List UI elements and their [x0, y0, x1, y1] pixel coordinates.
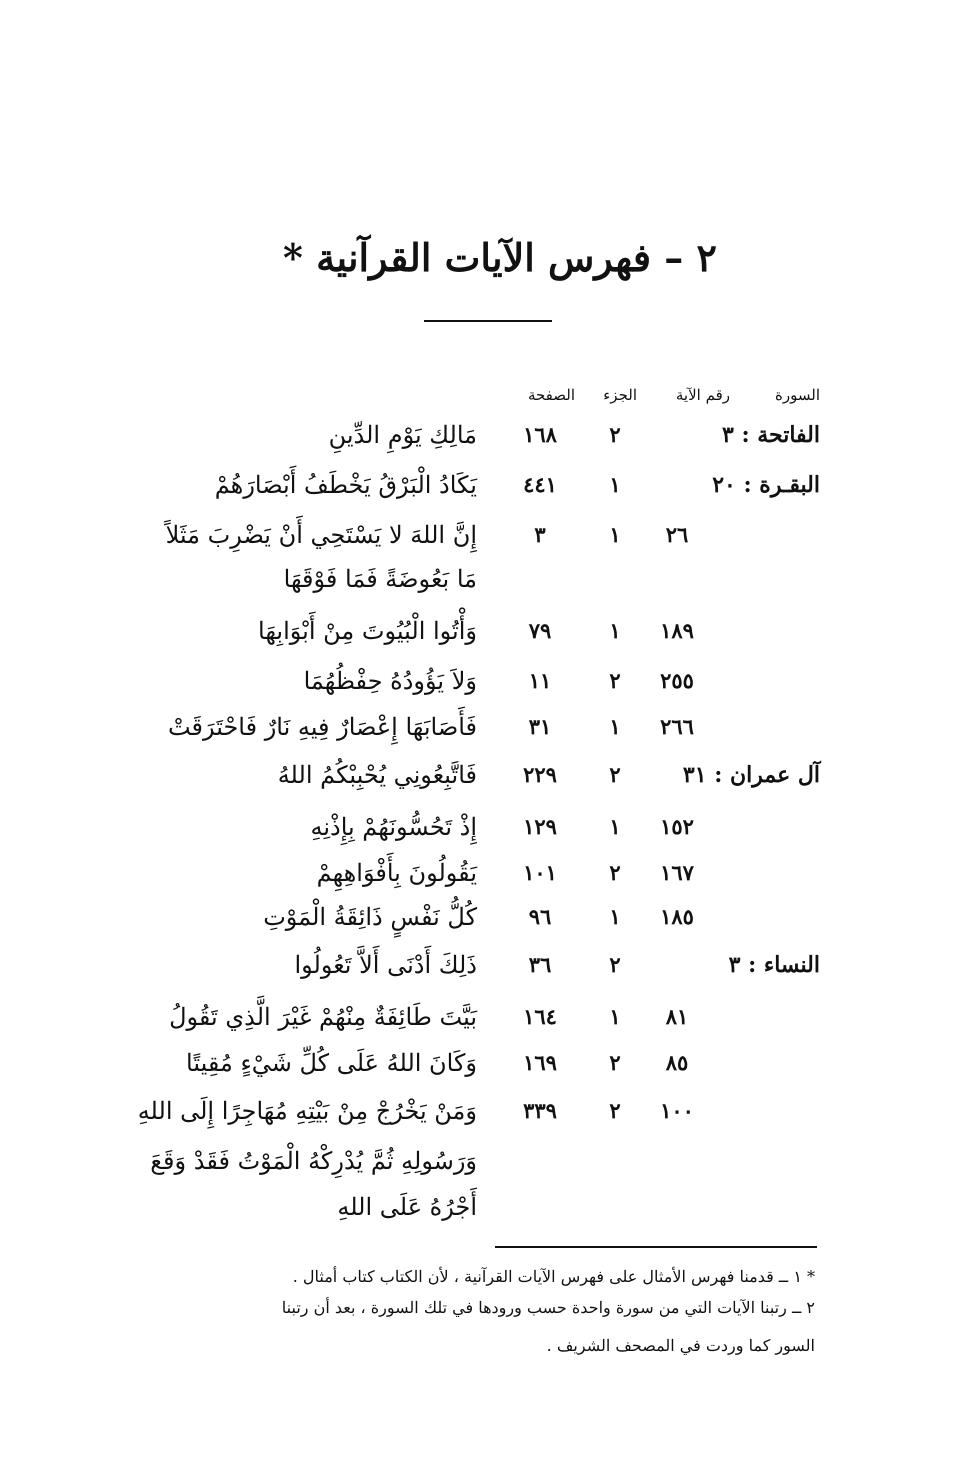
table-row — [0, 463, 975, 507]
verse-text: يَكَادُ الْبَرْقُ يَخْطَفُ أَبْصَارَهُمْ — [214, 471, 477, 499]
surah-cell: آل عمران : ٣١ — [682, 762, 820, 788]
verse-text: وَأْتُوا الْبُيُوتَ مِنْ أَبْوَابِهَا — [258, 617, 477, 645]
table-row — [0, 413, 975, 457]
juz-cell: ٢ — [609, 952, 621, 977]
table-row — [0, 805, 975, 849]
page-number-cell: ١٠١ — [523, 860, 557, 885]
table-row — [0, 1089, 975, 1133]
page-number-cell: ١٦٩ — [523, 1050, 557, 1075]
ayah-number-cell: ١٥٢ — [660, 814, 694, 839]
table-row — [0, 995, 975, 1039]
juz-cell: ١ — [609, 1004, 621, 1029]
ayah-number-cell: ١٨٩ — [660, 618, 694, 643]
ayah-number-cell: ١٠٠ — [660, 1098, 694, 1123]
ayah-number-cell: ٨٥ — [665, 1050, 689, 1075]
juz-cell: ٢ — [609, 422, 621, 447]
verse-text: إِنَّ اللهَ لا يَسْتَحِي أَنْ يَضْرِبَ مَثَلاً — [165, 521, 477, 549]
footnote-divider — [495, 1246, 817, 1248]
surah-cell: البقـرة : ٢٠ — [712, 472, 820, 498]
verse-text: إِذْ تَحُسُّونَهُمْ بِإِذْنِهِ — [310, 813, 477, 841]
verse-text: فَأَصَابَهَا إِعْصَارٌ فِيهِ نَارٌ فَاحْتَرَقَتْ — [167, 713, 477, 741]
verse-text: وَكَانَ اللهُ عَلَى كُلِّ شَيْءٍ مُقِيتًا — [186, 1049, 477, 1077]
verse-text: وَمَنْ يَخْرُجْ مِنْ بَيْتِهِ مُهَاجِرًا إِلَى اللهِ — [137, 1097, 477, 1125]
table-row — [0, 851, 975, 895]
ayah-number-cell: ٢٥٥ — [660, 668, 694, 693]
ayah-number-cell: ٨١ — [665, 1004, 689, 1029]
verse-text: ذَلِكَ أَدْنَى أَلاَّ تَعُولُوا — [294, 951, 477, 979]
table-row — [0, 753, 975, 797]
header-ayah-no: رقم الآية — [675, 386, 730, 404]
page-number-cell: ٤٤١ — [523, 472, 557, 497]
table-row — [0, 1041, 975, 1085]
ayah-number-cell: ٢٦٦ — [660, 714, 694, 739]
page-number-cell: ١٢٩ — [523, 814, 557, 839]
juz-cell: ١ — [609, 904, 621, 929]
table-row — [0, 895, 975, 939]
ayah-number-cell: ١٨٥ — [660, 904, 694, 929]
header-juz: الجزء — [603, 386, 637, 404]
juz-cell: ١ — [609, 714, 621, 739]
page-number-cell: ٣١ — [528, 714, 552, 739]
juz-cell: ٢ — [609, 1098, 621, 1123]
juz-cell: ٢ — [609, 762, 621, 787]
footnote: السور كما وردت في المصحف الشريف . — [546, 1336, 815, 1355]
table-row — [0, 659, 975, 703]
table-row — [0, 609, 975, 653]
table-row — [0, 705, 975, 749]
verse-text: بَيَّتَ طَائِفَةٌ مِنْهُمْ غَيْرَ الَّذِي تَقُولُ — [169, 1003, 477, 1031]
header-page: الصفحة — [527, 386, 575, 404]
page-number-cell: ١٦٨ — [523, 422, 557, 447]
page-number-cell: ٣٦ — [528, 952, 552, 977]
verse-text: فَاتَّبِعُونِي يُحْبِبْكُمُ اللهُ — [277, 761, 477, 789]
table-row — [0, 943, 975, 987]
verse-continuation: أَجْرُهُ عَلَى اللهِ — [337, 1193, 477, 1221]
juz-cell: ٢ — [609, 668, 621, 693]
surah-cell: الفاتحة : ٣ — [721, 422, 820, 448]
page-number-cell: ٧٩ — [528, 618, 552, 643]
juz-cell: ١ — [609, 814, 621, 839]
page-number-cell: ١٦٤ — [523, 1004, 557, 1029]
juz-cell: ٢ — [609, 1050, 621, 1075]
verse-text: مَالِكِ يَوْمِ الدِّينِ — [328, 421, 477, 449]
verse-text: كُلُّ نَفْسٍ ذَائِقَةُ الْمَوْتِ — [263, 903, 477, 931]
footnote: ٢ ــ رتبنا الآيات التي من سورة واحدة حسب ورودها في تلك السورة ، بعد أن رتبنا — [281, 1298, 815, 1317]
page-number-cell: ٢٢٩ — [523, 762, 557, 787]
title-divider — [424, 320, 552, 322]
verse-continuation: مَا بَعُوضَةً فَمَا فَوْقَهَا — [283, 565, 477, 593]
verse-continuation: وَرَسُولِهِ ثُمَّ يُدْرِكْهُ الْمَوْتُ فَقَدْ وَقَعَ — [150, 1147, 477, 1175]
surah-cell: النساء : ٣ — [728, 952, 820, 978]
juz-cell: ١ — [609, 472, 621, 497]
juz-cell: ١ — [609, 618, 621, 643]
page-title: ٢ – فهرس الآيات القرآنية * — [283, 235, 717, 280]
page-number-cell: ٣ — [534, 522, 546, 547]
juz-cell: ١ — [609, 522, 621, 547]
verse-text: يَقُولُونَ بِأَفْوَاهِهِمْ — [316, 859, 477, 887]
page-number-cell: ٣٣٩ — [523, 1098, 557, 1123]
ayah-number-cell: ٢٦ — [665, 522, 689, 547]
ayah-number-cell: ١٦٧ — [660, 860, 694, 885]
juz-cell: ٢ — [609, 860, 621, 885]
table-row — [0, 513, 975, 557]
footnote: * ١ ــ قدمنا فهرس الأمثال على فهرس الآيات القرآنية ، لأن الكتاب كتاب أمثال . — [292, 1267, 815, 1286]
page-number-cell: ١١ — [528, 668, 552, 693]
page-number-cell: ٩٦ — [528, 904, 552, 929]
verse-text: وَلاَ يَؤُودُهُ حِفْظُهُمَا — [303, 667, 477, 695]
header-surah: السورة — [775, 386, 820, 404]
